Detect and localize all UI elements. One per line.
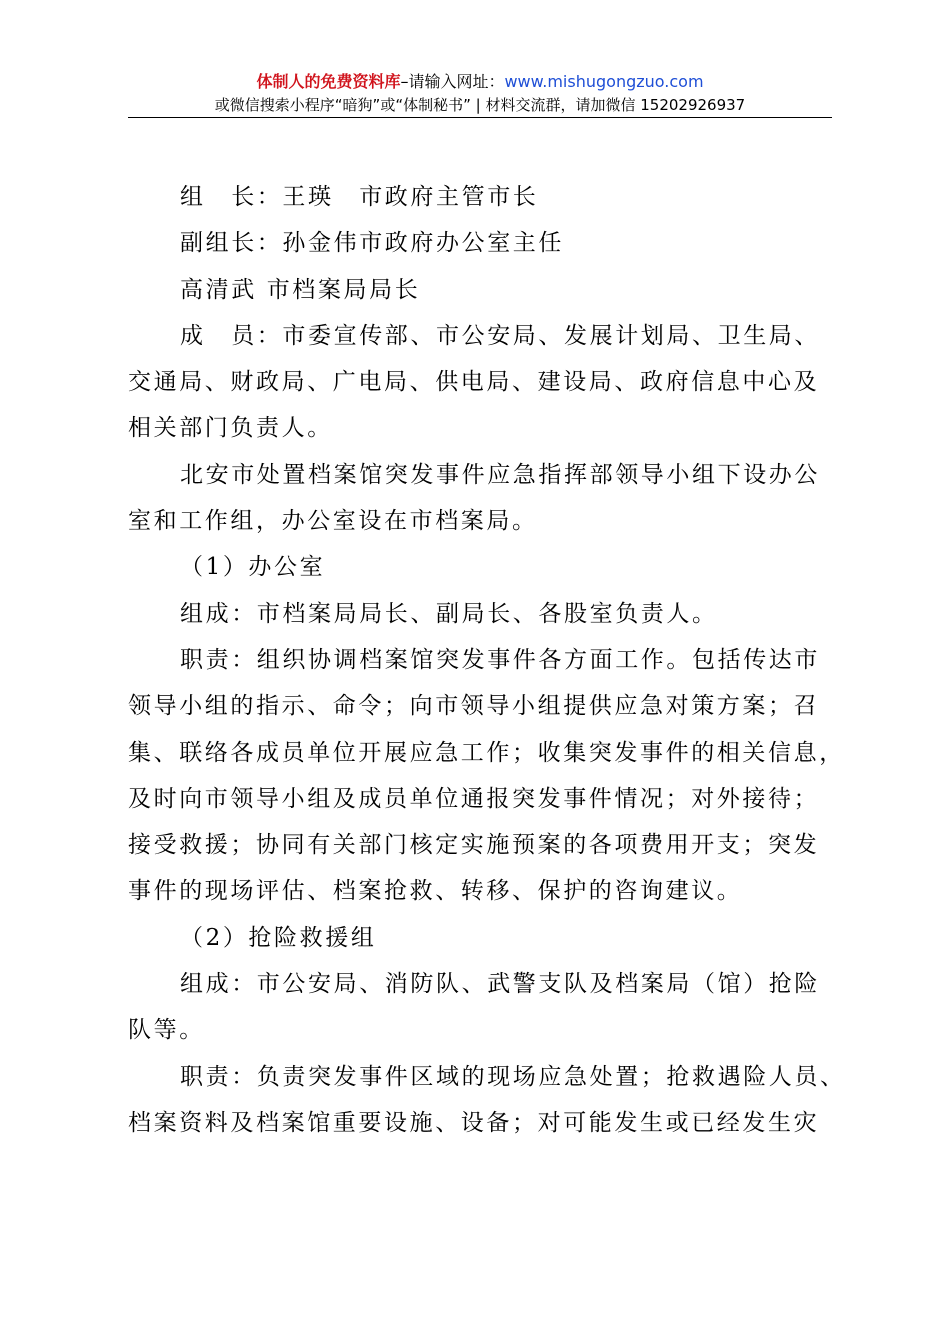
paragraph-office-duties (128, 637, 845, 915)
header-line-2: 或微信搜索小程序“暗狗”或“体制秘书” | 材料交流群，请加微信 15202926937 (214, 96, 746, 114)
header-divider (128, 117, 832, 118)
section-heading-rescue (128, 915, 832, 961)
text-line: 组成：市档案局局长、副局长、各股室负责人。 (180, 600, 718, 627)
paragraph-leader (128, 174, 832, 220)
document-body (128, 174, 846, 1146)
text-line: 职责：负责突发事件区域的现场应急处置；抢救遇险人员、 (180, 1063, 846, 1090)
paragraph-structure (128, 452, 832, 545)
text-line: 组 长：王瑛 市政府主管市长 (180, 184, 539, 210)
text-line: 事件的现场评估、档案抢救、转移、保护的咨询建议。 (128, 878, 743, 905)
paragraph-office-composition (128, 591, 832, 637)
text-line: 副组长：孙金伟市政府办公室主任 (180, 230, 564, 257)
text-line: 组成：市公安局、消防队、武警支队及档案局（馆）抢险 (180, 971, 820, 998)
text-line: 集、联络各成员单位开展应急工作；收集突发事件的相关信息， (128, 739, 845, 766)
text-line: （2）抢险救援组 (180, 924, 377, 951)
paragraph-rescue-duties (128, 1054, 846, 1147)
text-line: 及时向市领导小组及成员单位通报突发事件情况；对外接待； (128, 785, 820, 812)
text-line: 接受救援；协同有关部门核定实施预案的各项费用开支；突发 (128, 832, 820, 859)
header-line-1 (128, 70, 832, 94)
header-brand: 体制人的免费资料库 (256, 72, 401, 91)
text-line: 队等。 (128, 1017, 205, 1044)
paragraph-deputy-leader-2 (128, 267, 832, 313)
paragraph-members (128, 313, 832, 452)
text-line: 领导小组的指示、命令；向市领导小组提供应急对策方案；召 (128, 693, 820, 720)
text-line: 室和工作组，办公室设在市档案局。 (128, 508, 538, 535)
text-line: 职责：组织协调档案馆突发事件各方面工作。包括传达市 (180, 646, 820, 673)
text-line: 成 员：市委宣传部、市公安局、发展计划局、卫生局、 (180, 322, 820, 349)
text-line: 高清武 市档案局局长 (180, 276, 421, 303)
text-line: 交通局、财政局、广电局、供电局、建设局、政府信息中心及 (128, 369, 820, 396)
header-url-link[interactable]: www.mishugongzuo.com (504, 72, 704, 91)
header-prompt: –请输入网址： (400, 72, 505, 91)
paragraph-rescue-composition (128, 961, 832, 1054)
text-line: 档案资料及档案馆重要设施、设备；对可能发生或已经发生灾 (128, 1109, 820, 1136)
text-line: 北安市处置档案馆突发事件应急指挥部领导小组下设办公 (180, 461, 820, 488)
text-line: （1）办公室 (180, 554, 326, 581)
section-heading-office (128, 544, 832, 590)
text-line: 相关部门负责人。 (128, 415, 333, 442)
page-header (128, 70, 832, 116)
paragraph-deputy-leader (128, 220, 832, 266)
